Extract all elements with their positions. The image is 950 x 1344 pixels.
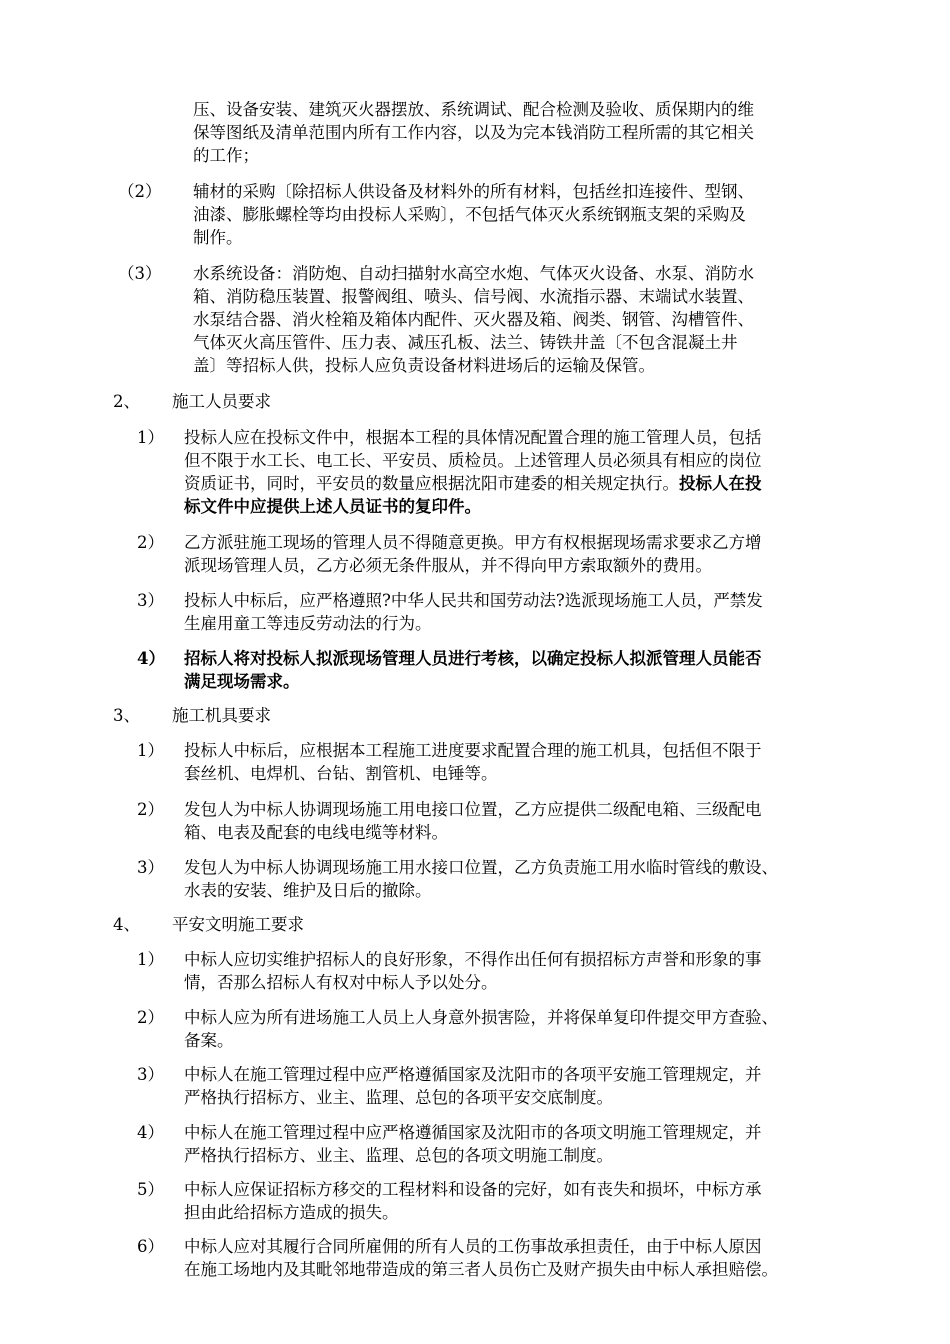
section-title: 施工人员要求 [172, 392, 271, 411]
item-number: 4） [137, 1123, 164, 1142]
item-number: 1） [137, 428, 164, 447]
paragraph-line: 担由此给招标方造成的损失。 [184, 1203, 399, 1222]
paragraph-line: 水泵结合器、消火栓箱及箱体内配件、灭火器及箱、阀类、钢管、沟槽管件、 [193, 310, 754, 329]
paragraph-line: 中标人在施工管理过程中应严格遵循国家及沈阳市的各项文明施工管理规定，并 [184, 1123, 762, 1142]
paragraph-line: 辅材的采购〔除招标人供设备及材料外的所有材料，包括丝扣连接件、型钢、 [193, 182, 754, 201]
item-number: （2） [118, 182, 162, 201]
item-number: 6） [137, 1237, 164, 1256]
paragraph-line: 但不限于水工长、电工长、平安员、质检员。上述管理人员必须具有相应的岗位 [184, 451, 762, 470]
item-number: 3） [137, 1065, 164, 1084]
paragraph-line: 乙方派驻施工现场的管理人员不得随意更换。甲方有权根据现场需求要求乙方增 [184, 533, 762, 552]
paragraph-line: 生雇用童工等违反劳动法的行为。 [184, 614, 432, 633]
paragraph-line: 中标人应保证招标方移交的工程材料和设备的完好，如有丧失和损坏，中标方承 [184, 1180, 762, 1199]
paragraph-line: 保等图纸及清单范围内所有工作内容，以及为完本钱消防工程所需的其它相关 [193, 123, 754, 142]
section-title: 施工机具要求 [172, 706, 271, 725]
paragraph-line: 中标人应对其履行合同所雇佣的所有人员的工伤事故承担责任，由于中标人原因 [184, 1237, 762, 1256]
item-number: 3） [137, 858, 164, 877]
item-number: （3） [118, 264, 162, 283]
item-number: 3） [137, 591, 164, 610]
paragraph-line: 油漆、膨胀螺栓等均由投标人采购〕，不包括气体灭火系统钢瓶支架的采购及 [193, 205, 746, 224]
paragraph-line: 的工作； [193, 146, 259, 165]
emphasis-line: 招标人将对投标人拟派现场管理人员进行考核，以确定投标人拟派管理人员能否 [184, 649, 762, 668]
item-number: 2） [137, 533, 164, 552]
paragraph-line: 盖〕等招标人供，投标人应负责设备材料进场后的运输及保管。 [193, 356, 655, 375]
paragraph-line: 严格执行招标方、业主、监理、总包的各项文明施工制度。 [184, 1146, 613, 1165]
section-number: 3、 [113, 706, 140, 725]
paragraph-line: 发包人为中标人协调现场施工用电接口位置，乙方应提供二级配电箱、三级配电 [184, 800, 762, 819]
paragraph-line: 压、设备安装、建筑灭火器摆放、系统调试、配合检测及验收、质保期内的维 [193, 100, 754, 119]
paragraph-line: 在施工场地内及其毗邻地带造成的第三者人员伤亡及财产损失由中标人承担赔偿。 [184, 1260, 778, 1279]
paragraph-line: 投标人应在投标文件中，根据本工程的具体情况配置合理的施工管理人员，包括 [184, 428, 762, 447]
paragraph-line: 箱、电表及配套的电线电缆等材料。 [184, 823, 448, 842]
paragraph-line: 严格执行招标方、业主、监理、总包的各项平安交底制度。 [184, 1088, 613, 1107]
item-number: 1） [137, 950, 164, 969]
paragraph-line: 套丝机、电焊机、台钻、割管机、电锤等。 [184, 764, 498, 783]
paragraph-line: 水系统设备：消防炮、自动扫描射水高空水炮、气体灭火设备、水泵、消防水 [193, 264, 754, 283]
paragraph-line: 水表的安装、维护及日后的撤除。 [184, 881, 432, 900]
paragraph-line: 派现场管理人员，乙方必须无条件服从，并不得向甲方索取额外的费用。 [184, 556, 712, 575]
paragraph-line: 气体灭火高压管件、压力表、减压孔板、法兰、铸铁井盖〔不包含混凝土井 [193, 333, 738, 352]
paragraph-line: 备案。 [184, 1031, 234, 1050]
item-number: 2） [137, 800, 164, 819]
emphasis-text: 投标人在投 [679, 474, 762, 493]
paragraph-line: 投标人中标后，应根据本工程施工进度要求配置合理的施工机具，包括但不限于 [184, 741, 762, 760]
emphasis-line: 满足现场需求。 [184, 672, 300, 691]
paragraph-line [184, 473, 762, 495]
paragraph-text: 资质证书，同时，平安员的数量应根据沈阳市建委的相关规定执行。 [184, 474, 679, 493]
paragraph-line: 中标人应为所有进场施工人员上人身意外损害险，并将保单复印件提交甲方查验、 [184, 1008, 778, 1027]
section-number: 4、 [113, 915, 140, 934]
paragraph-line: 中标人在施工管理过程中应严格遵循国家及沈阳市的各项平安施工管理规定，并 [184, 1065, 762, 1084]
item-number: 2） [137, 1008, 164, 1027]
emphasis-line: 标文件中应提供上述人员证书的复印件。 [184, 497, 481, 516]
section-number: 2、 [113, 392, 140, 411]
item-number: 1） [137, 741, 164, 760]
paragraph-line: 制作。 [193, 228, 243, 247]
paragraph-line: 情，否那么招标人有权对中标人予以处分。 [184, 973, 498, 992]
paragraph-line: 发包人为中标人协调现场施工用水接口位置，乙方负责施工用水临时管线的敷设、 [184, 858, 778, 877]
item-number: 5） [137, 1180, 164, 1199]
paragraph-line: 箱、消防稳压装置、报警阀组、喷头、信号阀、水流指示器、末端试水装置、 [193, 287, 754, 306]
paragraph-line: 投标人中标后，应严格遵照?中华人民共和国劳动法?选派现场施工人员，严禁发 [184, 591, 763, 610]
paragraph-line: 中标人应切实维护招标人的良好形象，不得作出任何有损招标方声誉和形象的事 [184, 950, 762, 969]
item-number: 4） [137, 649, 165, 668]
section-title: 平安文明施工要求 [172, 915, 304, 934]
